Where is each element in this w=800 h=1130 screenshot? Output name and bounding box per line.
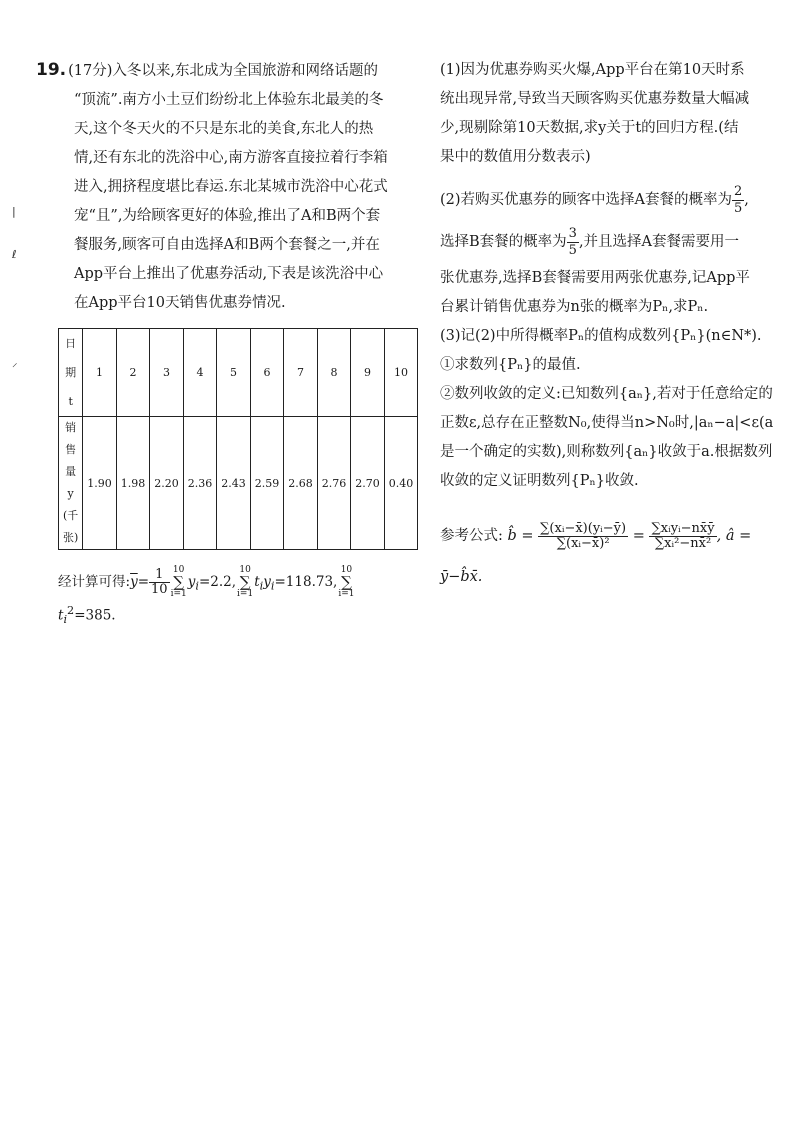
sum-symbol: 10 ∑ i=1 [338,565,355,599]
sales-table [58,328,418,550]
part2-line: 张优惠券,选择B套餐需要用两张优惠券,记App平 [440,270,750,286]
fraction-pA: $\frac{2}{5}$ [734,183,743,216]
day-cell: 3 [150,329,184,417]
part2-line: 台累计销售优惠券为n张的概率为Pₙ,求Pₙ. [440,299,709,315]
table-row [59,417,418,550]
fraction: $\frac{1}{10}$ [151,567,168,597]
part3-line: (3)记(2)中所得概率Pₙ的值构成数列{Pₙ}(n∈N*). [440,328,762,344]
margin-mark: ℓ [12,248,17,261]
question-line: 天,这个冬天火的不只是东北的美食,东北人的热 [74,121,374,137]
sales-cell: 2.76 [317,417,351,550]
reference-formula: 参考公式: b̂ = $\frac{\text{∑(xᵢ−x̄)(yᵢ−ȳ)}}{\text{∑(xᵢ−x̄)²}}$ = $\frac{\text{∑xᵢyᵢ−nx̄ȳ}}{\text{∑xᵢ²−nx̄²}}$ , â = [440,520,752,551]
question-line: 宠“且”,为给顾客更好的体验,推出了A和B两个套 [74,208,381,224]
day-cell: 10 [384,329,418,417]
question-line: 19. (17分)入冬以来,东北成为全国旅游和网络话题的 [36,60,378,80]
day-cell: 9 [351,329,385,417]
question-number: 19. [36,60,67,80]
sales-cell: 1.98 [116,417,150,550]
question-line: 情,还有东北的洗浴中心,南方游客直接拉着行李箱 [74,150,388,166]
fraction-pB: $\frac{3}{5}$ [568,225,577,258]
day-cell: 5 [217,329,251,417]
question-line: App平台上推出了优惠券活动,下表是该洗浴中心 [74,266,384,282]
day-cell: 7 [284,329,318,417]
day-cell: 6 [250,329,284,417]
formula-fraction: $\frac{\text{∑(xᵢ−x̄)(yᵢ−ȳ)}}{\text{∑(xᵢ−x̄)²}}$ [540,520,627,551]
day-cell: 8 [317,329,351,417]
formula-fraction: $\frac{\text{∑xᵢyᵢ−nx̄ȳ}}{\text{∑xᵢ²−nx̄²}}$ [651,520,715,551]
day-cell: 2 [116,329,150,417]
part3-line: 是一个确定的实数),则称数列{aₙ}收敛于a.根据数列 [440,444,773,460]
part2-line: 选择B套餐的概率为 $\frac{3}{5}$ ,并且选择A套餐需要用一 [440,225,740,258]
day-cell: 4 [183,329,217,417]
sales-cell: 0.40 [384,417,418,550]
computed-values: 经计算可得$:\overline{y}=$ $\frac{1}{10}$ 10 ∑ $i=1y_i=2.2,10$ ∑ $i=1t_iy_i=118.73,10$ ∑ $i=1t_i^2=385$. [58,565,355,627]
sales-cell: 2.68 [284,417,318,550]
question-line: 餐服务,顾客可自由选择A和B两个套餐之一,并在 [74,237,380,253]
sales-cell: 2.20 [150,417,184,550]
sales-cell: 2.36 [183,417,217,550]
question-line: 进入,拥挤程度堪比春运.东北某城市洗浴中心花式 [74,179,388,195]
part1-line: 少,现剔除第10天数据,求y关于t的回归方程.(结 [440,120,739,136]
table-row [59,329,418,417]
question-right-column [440,56,780,588]
part1-line: 果中的数值用分数表示) [440,149,591,165]
sales-cell: 2.59 [250,417,284,550]
margin-mark: ⸍ [12,361,18,374]
question-left-column [36,56,414,632]
table-header-label: 日期t [59,329,83,417]
part3-line: 收敛的定义证明数列{Pₙ}收敛. [440,473,639,489]
sales-cell: 2.43 [217,417,251,550]
sales-row-label: 销售 量y (千张) [59,417,83,550]
day-cell: 1 [83,329,117,417]
sales-cell: 1.90 [83,417,117,550]
part1-line: 统出现异常,导致当天顾客购买优惠券数量大幅减 [440,91,750,107]
part1-line: (1)因为优惠券购买火爆,App平台在第10天时系 [440,62,745,78]
question-line: 在App平台10天销售优惠券情况. [74,295,286,311]
reference-formula-end: ȳ−b̂x̄. [440,569,483,585]
part3-line: ①求数列{Pₙ}的最值. [440,357,581,373]
part3-line: ②数列收敛的定义:已知数列{aₙ},若对于任意给定的 [440,386,773,402]
part2-line: (2)若购买优惠券的顾客中选择A套餐的概率为 $\frac{2}{5}$ , [440,183,749,216]
question-line: “顶流”.南方小土豆们纷纷北上体验东北最美的冬 [74,92,384,108]
question-score: (17分) [68,63,113,79]
sales-cell: 2.70 [351,417,385,550]
margin-mark: | [12,205,16,218]
sum-symbol: 10 ∑ i=1 [237,565,254,599]
sum-symbol: 10 ∑ i=1 [170,565,187,599]
part3-line: 正数ε,总存在正整数N₀,使得当n>N₀时,|aₙ−a|<ε(a [440,415,774,431]
